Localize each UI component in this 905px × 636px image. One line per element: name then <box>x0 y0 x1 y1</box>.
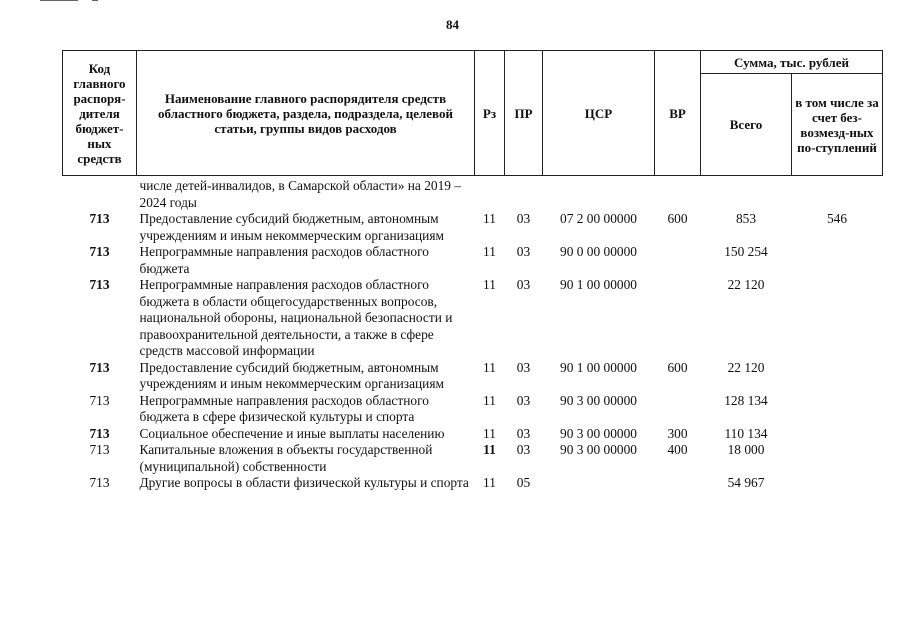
row-free <box>792 426 883 443</box>
row-rz: 11 <box>483 359 496 375</box>
row-code: 713 <box>89 244 110 259</box>
row-code: 713 <box>89 359 110 375</box>
row-total: 22 120 <box>727 277 765 292</box>
table-row <box>63 277 883 360</box>
row-name: Социальное обеспечение и иные выплаты населению <box>139 425 445 441</box>
row-free: 546 <box>826 211 848 226</box>
row-vr <box>655 277 701 360</box>
row-free <box>792 360 883 393</box>
page-number: 84 <box>446 17 459 32</box>
table-row <box>63 426 883 443</box>
row-total: 128 134 <box>724 392 768 408</box>
row-pr: 03 <box>516 392 531 408</box>
row-name: Предоставление субсидий бюджетным, автономным учреждениям и иным некоммерческим организациям <box>139 359 444 391</box>
row-rz: 11 <box>483 244 496 259</box>
row-rz: 11 <box>483 211 496 226</box>
row-code: 713 <box>89 425 110 441</box>
row-rz: 11 <box>483 392 496 408</box>
row-rz: 11 <box>483 442 496 457</box>
row-pr: 03 <box>516 211 531 226</box>
row-total: 853 <box>735 211 757 226</box>
row-pr: 03 <box>516 442 531 457</box>
row-pr: 03 <box>516 244 531 259</box>
row-name: Непрограммные направления расходов областного бюджета <box>139 244 429 276</box>
row-code: 713 <box>89 475 110 490</box>
table-body <box>63 176 883 492</box>
row-csr <box>543 475 655 492</box>
row-rz: 11 <box>483 425 496 441</box>
row-name: Непрограммные направления расходов областного бюджета в области общегосударственных вопросов, национальной обороны, национальной безопасности и правоохранительной деятельности, а также в сфере средств массовой информации <box>139 277 453 358</box>
table-row <box>63 475 883 492</box>
row-csr: 90 1 00 00000 <box>560 277 637 292</box>
row-pr: 03 <box>516 425 531 441</box>
row-total: 110 134 <box>724 425 768 441</box>
header-rz: Рз <box>475 51 505 176</box>
row-csr: 90 1 00 00000 <box>560 359 637 375</box>
row-csr: 90 3 00 00000 <box>560 442 637 457</box>
header-name: Наименование главного распорядителя средств областного бюджета, раздела, подраздела, целевой статьи, группы видов расходов <box>137 51 475 176</box>
row-name: Капитальные вложения в объекты государственной (муниципальной) собственности <box>139 442 433 474</box>
row-total: 150 254 <box>724 244 768 259</box>
scan-mark-right <box>92 0 98 1</box>
row-free <box>792 176 883 212</box>
header-total: Всего <box>701 74 792 176</box>
row-pr: 05 <box>516 475 531 490</box>
row-code: 713 <box>89 442 110 457</box>
budget-table <box>62 50 883 492</box>
table-header <box>63 51 883 176</box>
row-csr <box>543 176 655 212</box>
row-free <box>792 277 883 360</box>
row-vr <box>655 176 701 212</box>
row-vr <box>655 393 701 426</box>
row-csr: 90 3 00 00000 <box>560 392 637 408</box>
row-code <box>63 176 137 212</box>
table-row <box>63 360 883 393</box>
table-row <box>63 176 883 212</box>
row-total: 22 120 <box>727 359 765 375</box>
row-name: Другие вопросы в области физической культуры и спорта <box>139 475 469 490</box>
row-free <box>792 442 883 475</box>
header-code: Код главного распоря-дителя бюджет-ных средств <box>63 51 137 176</box>
row-name: Предоставление субсидий бюджетным, автономным учреждениям и иным некоммерческим организациям <box>139 211 444 243</box>
header-sum: Сумма, тыс. рублей <box>701 51 883 74</box>
row-rz: 11 <box>483 277 496 292</box>
header-csr: ЦСР <box>543 51 655 176</box>
table-row <box>63 393 883 426</box>
scan-mark-left <box>40 0 78 1</box>
header-pr: ПР <box>505 51 543 176</box>
row-vr: 400 <box>667 442 688 457</box>
row-vr: 600 <box>667 211 688 226</box>
table-row <box>63 211 883 244</box>
row-pr: 03 <box>516 359 531 375</box>
row-total: 18 000 <box>727 442 765 457</box>
header-free: в том числе за счет без-возмезд-ных по-ступлений <box>792 74 883 176</box>
row-code: 713 <box>89 392 110 408</box>
row-pr: 03 <box>516 277 531 292</box>
row-rz <box>475 176 505 212</box>
row-vr <box>655 244 701 277</box>
row-vr: 300 <box>667 425 688 441</box>
row-free <box>792 244 883 277</box>
table-row <box>63 244 883 277</box>
row-pr <box>505 176 543 212</box>
row-code: 713 <box>89 277 110 292</box>
row-csr: 90 0 00 00000 <box>560 244 637 259</box>
row-rz: 11 <box>483 475 496 490</box>
header-vr: ВР <box>655 51 701 176</box>
row-name: Непрограммные направления расходов областного бюджета в сфере физической культуры и спорта <box>139 392 429 424</box>
row-code: 713 <box>89 211 110 226</box>
row-free <box>792 475 883 492</box>
row-csr: 07 2 00 00000 <box>560 211 637 226</box>
row-name: числе детей-инвалидов, в Самарской области» на 2019 – 2024 годы <box>139 178 462 210</box>
row-free <box>792 393 883 426</box>
row-total <box>701 176 792 212</box>
row-vr: 600 <box>667 359 688 375</box>
row-vr <box>655 475 701 492</box>
row-total: 54 967 <box>727 475 765 490</box>
row-csr: 90 3 00 00000 <box>560 425 637 441</box>
table-row <box>63 442 883 475</box>
